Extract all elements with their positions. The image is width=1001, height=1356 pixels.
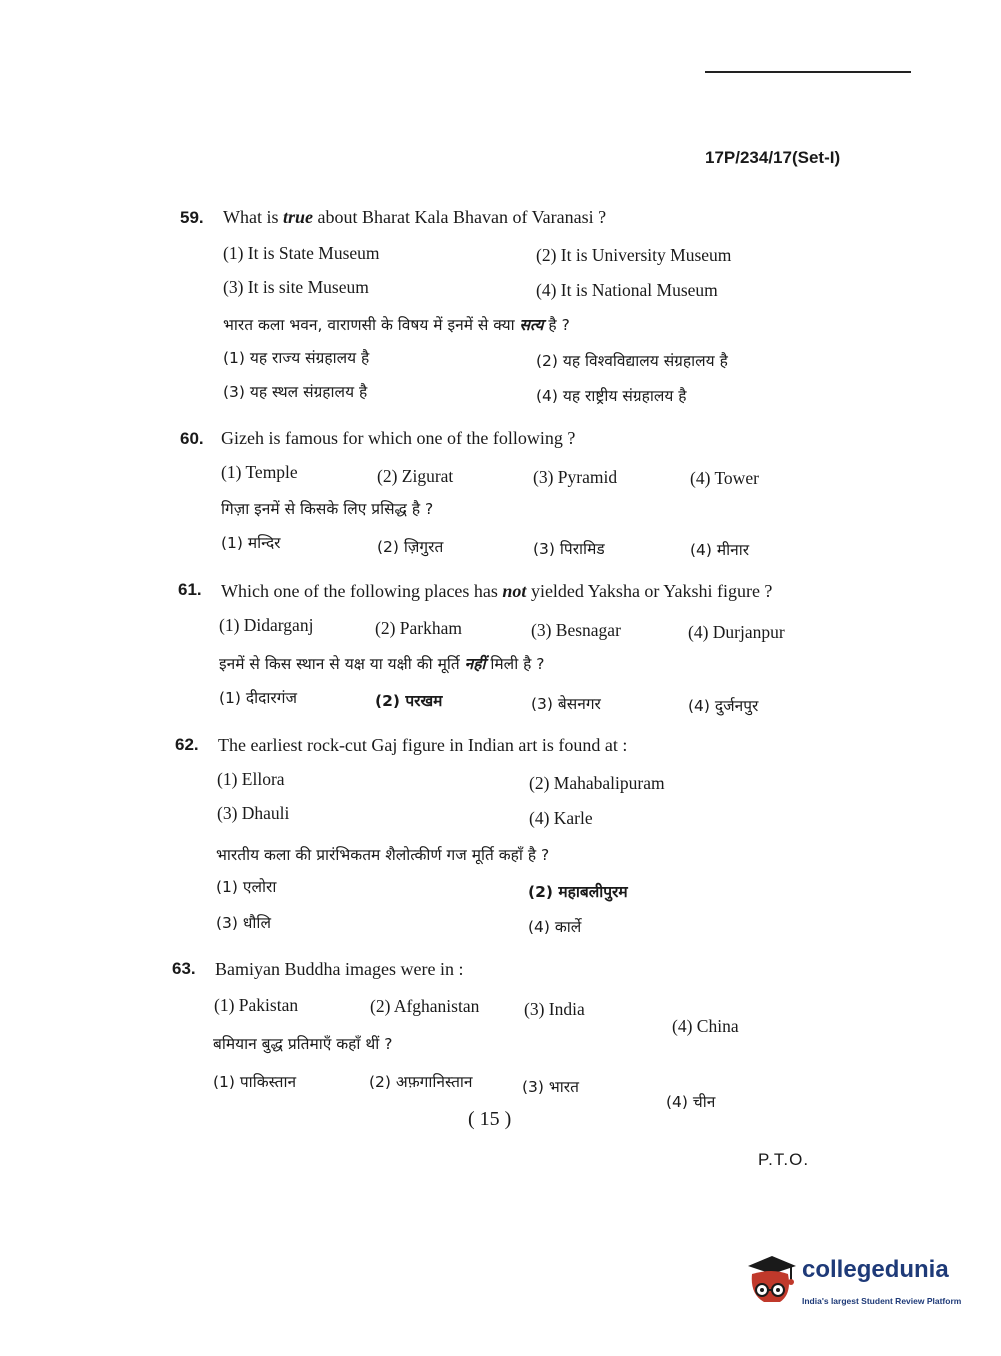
question-60-option-3-en[interactable]: (3) Pyramid bbox=[533, 467, 618, 487]
question-62-option-4-hi[interactable]: (4) कार्ले bbox=[528, 918, 582, 936]
question-59-option-3-en[interactable]: (3) It is site Museum bbox=[223, 277, 369, 297]
question-61-option-2-hi[interactable]: (2) परखम bbox=[375, 692, 443, 710]
question-61-option-1-hi[interactable]: (1) दीदारगंज bbox=[219, 689, 297, 707]
question-60-text-en: Gizeh is famous for which one of the following ? bbox=[221, 428, 576, 448]
question-59-option-2-en[interactable]: (2) It is University Museum bbox=[536, 245, 732, 265]
question-59-option-2-hi[interactable]: (2) यह विश्वविद्यालय संग्रहालय है bbox=[536, 352, 728, 370]
question-61-text-hi: इनमें से किस स्थान से यक्ष या यक्षी की मूर्ति नहीं मिली है ? bbox=[219, 655, 545, 673]
question-59-option-4-hi[interactable]: (4) यह राष्ट्रीय संग्रहालय है bbox=[536, 387, 687, 405]
question-62-text-en: The earliest rock-cut Gaj figure in Indian art is found at : bbox=[218, 735, 628, 755]
question-62-number: 62. bbox=[175, 735, 199, 754]
question-59-option-3-hi[interactable]: (3) यह स्थल संग्रहालय है bbox=[223, 383, 368, 401]
question-63-option-3-hi[interactable]: (3) भारत bbox=[522, 1078, 579, 1096]
question-60-option-4-en[interactable]: (4) Tower bbox=[690, 468, 759, 488]
question-59-option-1-hi[interactable]: (1) यह राज्य संग्रहालय है bbox=[223, 349, 370, 367]
question-60-number: 60. bbox=[180, 429, 204, 448]
question-60-option-2-hi[interactable]: (2) ज़िगुरत bbox=[377, 538, 444, 556]
question-63-option-1-en[interactable]: (1) Pakistan bbox=[214, 995, 299, 1015]
question-62-option-2-hi[interactable]: (2) महाबलीपुरम bbox=[528, 883, 628, 901]
question-60-option-3-hi[interactable]: (3) पिरामिड bbox=[533, 540, 605, 558]
question-63-number: 63. bbox=[172, 959, 196, 978]
question-59-text-en: What is true about Bharat Kala Bhavan of Varanasi ? bbox=[223, 207, 607, 227]
question-63-option-2-hi[interactable]: (2) अफ़गानिस्तान bbox=[369, 1073, 473, 1091]
question-62-option-3-hi[interactable]: (3) धौलि bbox=[216, 914, 271, 932]
collegedunia-mascot-icon bbox=[742, 1252, 800, 1312]
question-61-option-4-en[interactable]: (4) Durjanpur bbox=[688, 622, 785, 642]
question-61-option-3-hi[interactable]: (3) बेसनगर bbox=[531, 695, 601, 713]
question-62-option-1-en[interactable]: (1) Ellora bbox=[217, 769, 285, 789]
watermark-brand: collegedunia bbox=[802, 1256, 949, 1283]
paper-code: 17P/234/17(Set-I) bbox=[705, 148, 841, 167]
question-59-option-1-en[interactable]: (1) It is State Museum bbox=[223, 243, 380, 263]
question-63-option-4-hi[interactable]: (4) चीन bbox=[666, 1093, 716, 1111]
question-63-text-en: Bamiyan Buddha images were in : bbox=[215, 959, 464, 979]
question-59-option-4-en[interactable]: (4) It is National Museum bbox=[536, 280, 718, 300]
question-61-option-1-en[interactable]: (1) Didarganj bbox=[219, 615, 314, 635]
question-61-option-4-hi[interactable]: (4) दुर्जनपुर bbox=[688, 697, 759, 715]
question-62-option-1-hi[interactable]: (1) एलोरा bbox=[216, 878, 277, 896]
watermark-tagline: India's largest Student Review Platform bbox=[802, 1296, 962, 1306]
question-60-text-hi: गिज़ा इनमें से किसके लिए प्रसिद्ध है ? bbox=[221, 500, 434, 518]
top-rule bbox=[705, 71, 911, 73]
question-63-option-3-en[interactable]: (3) India bbox=[524, 999, 585, 1019]
question-63-option-1-hi[interactable]: (1) पाकिस्तान bbox=[213, 1073, 297, 1091]
question-61-option-2-en[interactable]: (2) Parkham bbox=[375, 618, 462, 638]
page-number: ( 15 ) bbox=[468, 1108, 512, 1130]
question-62-option-2-en[interactable]: (2) Mahabalipuram bbox=[529, 773, 665, 793]
question-59-text-hi: भारत कला भवन, वाराणसी के विषय में इनमें से क्या सत्य है ? bbox=[223, 316, 570, 334]
question-61-text-en: Which one of the following places has not yielded Yaksha or Yakshi figure ? bbox=[221, 581, 773, 601]
question-62-option-3-en[interactable]: (3) Dhauli bbox=[217, 803, 290, 823]
question-61-number: 61. bbox=[178, 580, 202, 599]
pto-label: P.T.O. bbox=[758, 1150, 810, 1169]
collegedunia-watermark bbox=[742, 1250, 972, 1320]
question-60-option-4-hi[interactable]: (4) मीनार bbox=[690, 541, 750, 559]
question-63-option-2-en[interactable]: (2) Afghanistan bbox=[370, 996, 480, 1016]
question-60-option-1-hi[interactable]: (1) मन्दिर bbox=[221, 534, 281, 552]
question-63-option-4-en[interactable]: (4) China bbox=[672, 1016, 739, 1036]
question-60-option-2-en[interactable]: (2) Zigurat bbox=[377, 466, 454, 486]
question-60-option-1-en[interactable]: (1) Temple bbox=[221, 462, 298, 482]
question-63-text-hi: बमियान बुद्ध प्रतिमाएँ कहाँ थीं ? bbox=[213, 1035, 393, 1053]
question-62-text-hi: भारतीय कला की प्रारंभिकतम शैलोत्कीर्ण गज मूर्ति कहाँ है ? bbox=[216, 846, 550, 864]
question-59-number: 59. bbox=[180, 208, 204, 227]
question-62-option-4-en[interactable]: (4) Karle bbox=[529, 808, 593, 828]
question-61-option-3-en[interactable]: (3) Besnagar bbox=[531, 620, 621, 640]
